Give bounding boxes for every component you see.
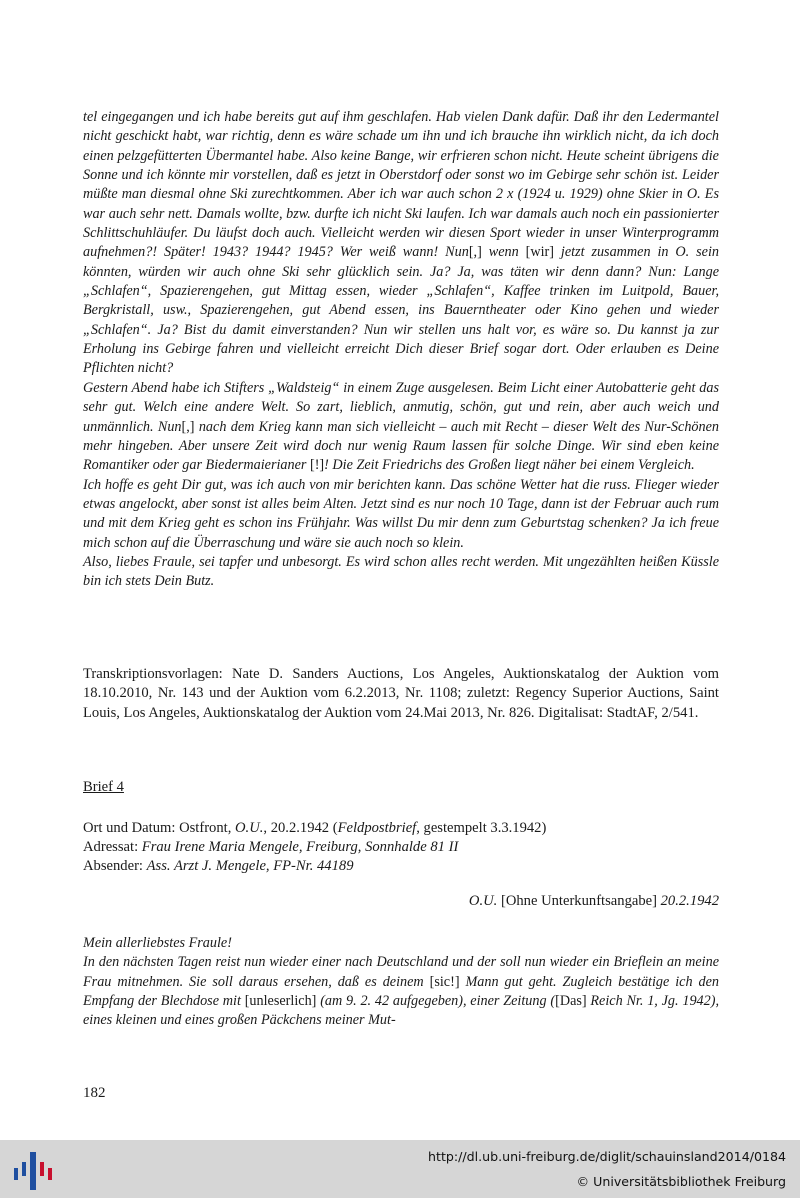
italic-run: nach dem Krieg kann man sich vielleicht – auch mit Recht – dieser Welt des Nur-Schönen mehr hingeben. Aber unsere Zeit wird doch nur wenig Raum lassen für solche Dinge. Wir sind eben keine Romantiker oder gar Biedermaierianer bbox=[83, 418, 719, 474]
letter-start bbox=[83, 934, 719, 1031]
italic-run: O.U. bbox=[468, 893, 498, 909]
addressee-line bbox=[83, 838, 546, 857]
letter-metadata bbox=[83, 819, 546, 876]
italic-run: Gestern Abend habe ich Stifters „Waldsteig“ in einem Zuge ausgelesen. Beim Licht einer Autobatterie geht das sehr gut. Welch eine andere Welt. So zart, lieblich, anmutig, schön, gut und rein, aber auch weich und unmännlich. Nun bbox=[83, 379, 719, 435]
roman-run: [unleserlich] bbox=[244, 993, 317, 1010]
sources-note: Transkriptionsvorlagen: Nate D. Sanders Auctions, Los Angeles, Auktionskatalog der Auktion vom 18.10.2010, Nr. 143 und der Auktion vom 6.2.2013, Nr. 1108; zuletzt: Regency Superior Auctions, Saint Louis, Los Angeles, Auktionskatalog der Auktion vom 24.Mai 2013, Nr. 826. Digitalisat: StadtAF, 2/541. bbox=[83, 666, 719, 721]
italic-run: wenn bbox=[481, 244, 526, 261]
letter-continuation bbox=[83, 108, 719, 592]
library-logo-icon bbox=[12, 1148, 54, 1192]
italic-run: tel eingegangen und ich habe bereits gut auf ihm geschlafen. Hab vielen Dank dafür. Daß ihr den Ledermantel nicht geschickt habt, war richtig, denn es wäre schade um ihn und ich brauche ihn wirklich nicht, da ich doch einen pelzgefütterten Übermantel habe. Also keine Bange, wir erfrieren schon nicht. Heute scheint übrigens die Sonne und ich könnte mir vorstellen, daß es jetzt in Oberstdorf oder sonst wo im Gebirge sehr schön ist. Leider müßte man diesmal ohne Ski zurechtkommen. Aber ich war auch schon 2 x (1924 u. 1929) ohne Skier in O. Es war auch sehr nett. Damals wollte, bzw. durfte ich nicht Ski laufen. Ich war damals auch noch ein passionierter Schlittschuhläufer. Du läufst doch auch. Vielleicht werden wir diesen Sport wieder in unser Winterprogramm aufnehmen?! Später! 1943? 1944? 1945? Wer weiß wann! Nun bbox=[83, 109, 719, 261]
copyright-notice: © Universitätsbibliothek Freiburg bbox=[576, 1174, 786, 1189]
roman-run: Adressat: bbox=[83, 839, 142, 855]
roman-run: , 20.2.1942 ( bbox=[263, 820, 338, 836]
italic-run: O.U. bbox=[235, 820, 264, 836]
italic-run: 20.2.1942 bbox=[660, 893, 719, 909]
roman-run: [Das] bbox=[555, 993, 587, 1010]
italic-run: Also, liebes Fraule, sei tapfer und unbesorgt. Es wird schon alles recht werden. Mit ungezählten heißen Küssle bin ich stets Dein Butz. bbox=[83, 553, 719, 590]
roman-run: [!] bbox=[309, 457, 325, 474]
italic-run: Reich Nr. 1, Jg. 1942), eines kleinen und eines großen Päckchens meiner Mut- bbox=[83, 993, 719, 1029]
page-number: 182 bbox=[83, 1085, 106, 1101]
italic-run: Ich hoffe es geht Dir gut, was ich auch von mir berichten kann. Das schöne Wetter hat die russ. Flieger wieder etwas angelockt, aber sonst ist alles beim Alten. Jetzt sind es nur noch 10 Tage, dann ist der Februar auch rum und mit dem Krieg geht es schon ins Frühjahr. Was willst Du mir denn zum Geburtstag schenken? Ja ich freue mich schon auf die Überraschung und wäre sie auch noch so klein. bbox=[83, 476, 719, 551]
italic-run: Ass. Arzt J. Mengele, FP-Nr. 44189 bbox=[146, 858, 354, 874]
letter-paragraph bbox=[83, 379, 719, 476]
sender-line bbox=[83, 857, 546, 876]
italic-run: Feldpostbrief bbox=[337, 820, 417, 836]
roman-run: Absender: bbox=[83, 858, 147, 874]
letter-body-text bbox=[83, 953, 719, 1030]
italic-run: In den nächsten Tagen reist nun wieder einer nach Deutschland und der soll nun wieder ein Brieflein an meine Frau mitnehmen. Sie soll daraus ersehen, daß es deinem bbox=[83, 954, 719, 990]
document-url[interactable]: http://dl.ub.uni-freiburg.de/diglit/schauinsland2014/0184 bbox=[428, 1149, 786, 1164]
roman-run: [sic!] bbox=[429, 973, 460, 990]
salutation bbox=[83, 934, 719, 953]
roman-run: [,] bbox=[468, 244, 482, 261]
italic-run: (am 9. 2. 42 aufgegeben), einer Zeitung ( bbox=[316, 993, 556, 1010]
library-footer bbox=[0, 1140, 800, 1198]
roman-run: , gestempelt 3.3.1942) bbox=[416, 820, 547, 836]
letter-paragraph bbox=[83, 476, 719, 553]
letter-heading: Brief 4 bbox=[83, 779, 124, 795]
italic-run: Frau Irene Maria Mengele, Freiburg, Sonnhalde 81 II bbox=[141, 839, 459, 855]
italic-run: jetzt zusammen in O. sein könnten, würden wir auch ohne Ski sehr glücklich sein. Ja? Ja, was täten wir denn dann? Nun: Lange „Schlafen“, Spazierengehen, gut Mittag essen, wieder „Schlafen“, Kaffee trinken im Luitpold, Bauer, Bergkristall, usw., Spazierengehen, gut Abend essen, ins Bauerntheater oder Kino gehen und wieder „Schlafen“. Ja? Bist du damit einverstanden? Nun wir stellen uns halt vor, es wäre so. Du kannst ja zur Erholung ins Gebirge fahren und vielleicht erreicht Dich dieser Brief sogar dort. Oder erlauben es Deine Pflichten nicht? bbox=[83, 244, 719, 377]
italic-run: Mann gut geht. Zugleich bestätige ich den Empfang der Blechdose mit bbox=[83, 973, 719, 1010]
letter-paragraph bbox=[83, 553, 719, 592]
dateline bbox=[469, 893, 719, 910]
roman-run: [,] bbox=[181, 418, 195, 435]
italic-run: ! Die Zeit Friedrichs des Großen liegt näher bei einem Vergleich. bbox=[324, 457, 695, 474]
letter-paragraph bbox=[83, 108, 719, 379]
roman-run: [wir] bbox=[525, 244, 554, 261]
italic-run: Mein allerliebstes Fraule! bbox=[83, 935, 232, 951]
roman-run: Ort und Datum: Ostfront, bbox=[83, 820, 236, 836]
roman-run: [Ohne Unterkunftsangabe] bbox=[497, 893, 661, 909]
place-date-line bbox=[83, 819, 546, 838]
